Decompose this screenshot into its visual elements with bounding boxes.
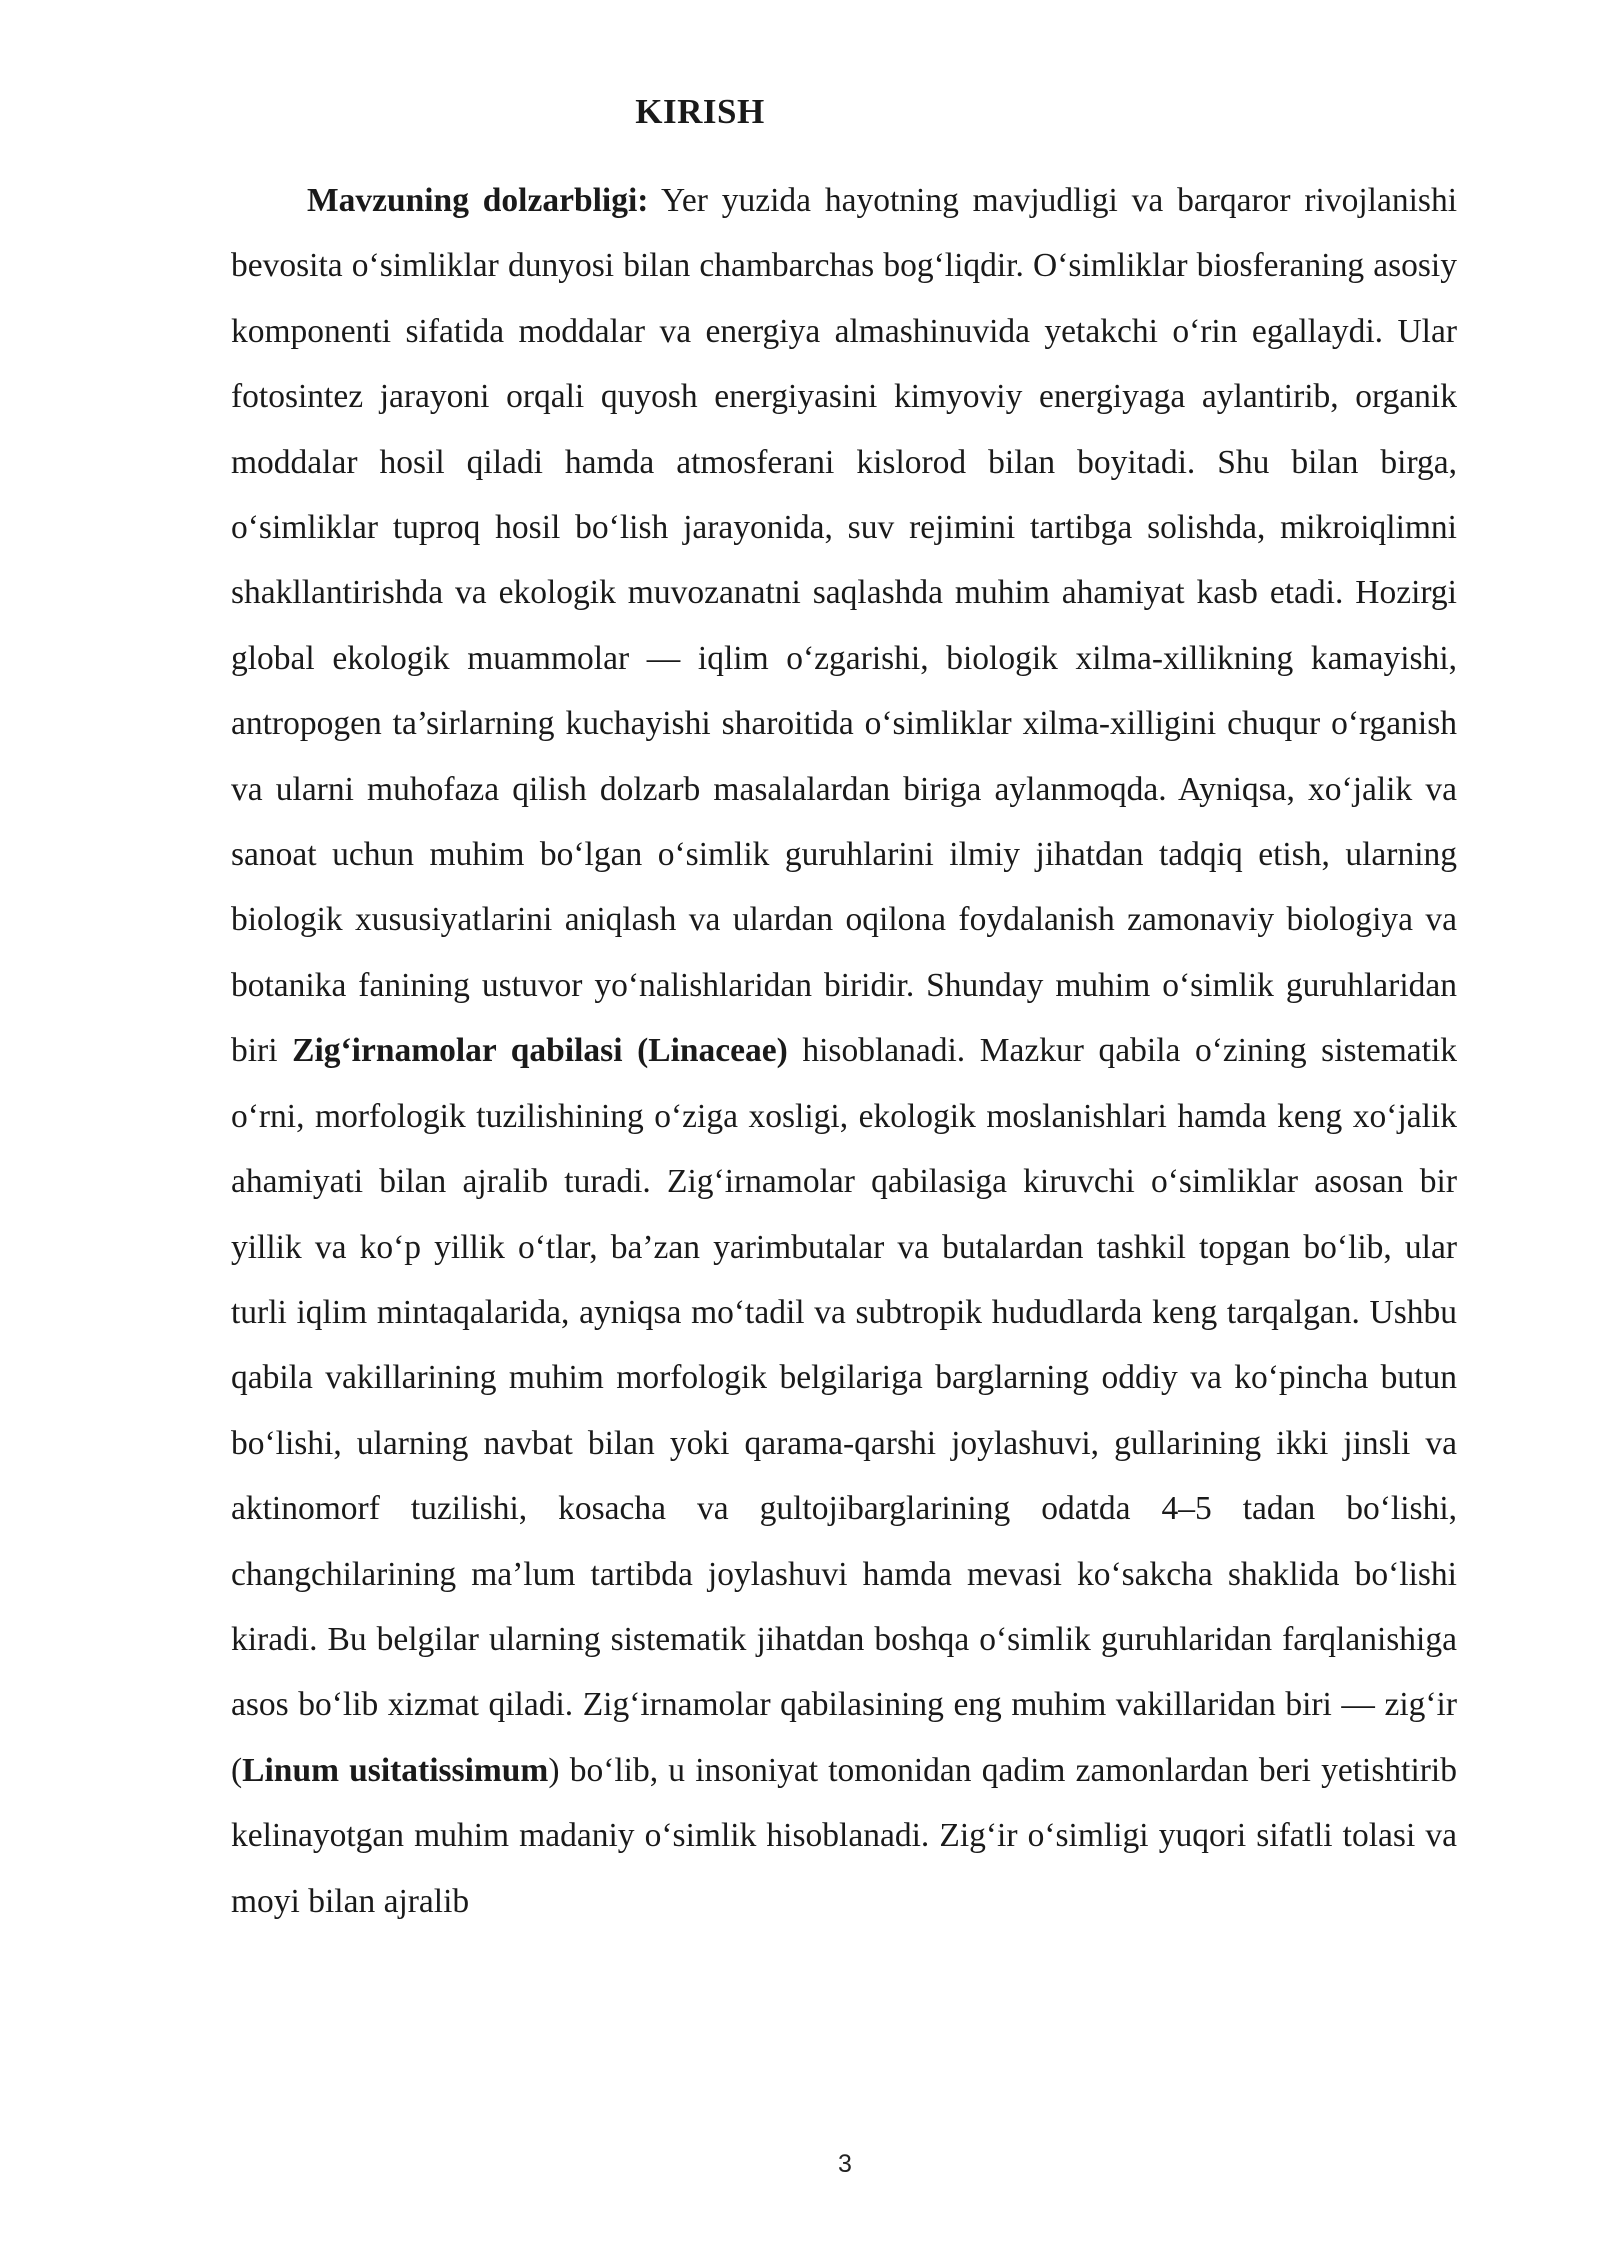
paragraph-text-part-1: Yer yuzida hayotning mavjudligi va barqaror rivojlanishi bevosita o‘simliklar dunyosi bilan chambarchas bog‘liqdir. O‘simliklar biosferaning asosiy komponenti sifatida moddalar va energiya almashinuvida yetakchi o‘rin egallaydi. Ular fotosintez jarayoni orqali quyosh energiyasini kimyoviy energiyaga aylantirib, organik moddalar hosil qiladi hamda atmosferani kislorod bilan boyitadi. Shu bilan birga, o‘simliklar tuproq hosil bo‘lish jarayonida, suv rejimini tartibga solishda, mikroiqlimni shakllantirishda va ekologik muvozanatni saqlashda muhim ahamiyat kasb etadi. Hozirgi global ekologik muammolar — iqlim o‘zgarishi, biologik xilma-xillikning kamayishi, antropogen ta’sirlarning kuchayishi sharoitida o‘simliklar xilma-xilligini chuqur o‘rganish va ularni muhofaza qilish dolzarb masalalardan biriga aylanmoqda. Ayniqsa, xo‘jalik va sanoat uchun muhim bo‘lgan o‘simlik guruhlarini ilmiy jihatdan tadqiq etish, ularning biologik xususiyatlarini aniqlash va ulardan oqilona foydalanish zamonaviy biologiya va botanika fanining ustuvor yo‘nalishlaridan biridir. Shunday muhim o‘simlik guruhlaridan biri <box>231 182 1458 1070</box>
paragraph-text-part-2: hisoblanadi. Mazkur qabila o‘zining sistematik o‘rni, morfologik tuzilishining o‘ziga xosligi, ekologik moslanishlari hamda keng xo‘jalik ahamiyati bilan ajralib turadi. Zig‘irnamolar qabilasiga kiruvchi o‘simliklar asosan bir yillik va ko‘p yillik o‘tlar, ba’zan yarimbutalar va butalardan tashkil topgan bo‘lib, ular turli iqlim mintaqalarida, ayniqsa mo‘tadil va subtropik hududlarda keng tarqalgan. Ushbu qabila vakillarining muhim morfologik belgilariga barglarning oddiy va ko‘pincha butun bo‘lishi, ularning navbat bilan yoki qarama-qarshi joylashuvi, gullarining ikki jinsli va aktinomorf tuzilishi, kosacha va gultojibarglarining odatda 4–5 tadan bo‘lishi, changchilarining ma’lum tartibda joylashuvi hamda mevasi ko‘sakcha shaklida bo‘lishi kiradi. Bu belgilar ularning sistematik jihatdan boshqa o‘simlik guruhlaridan farqlanishiga asos bo‘lib xizmat qiladi. Zig‘irnamolar qabilasining eng muhim vakillaridan biri — zig‘ir ( <box>231 1032 1458 1789</box>
paragraph-text-part-3: ) bo‘lib, u insoniyat tomonidan qadim zamonlardan beri yetishtirib kelinayotgan muhim madaniy o‘simlik hisoblanadi. Zig‘ir o‘simligi yuqori sifatli tolasi va moyi bilan ajralib <box>231 1751 1457 1920</box>
family-name-bold: Zig‘irnamolar qabilasi (Linaceae) <box>292 1032 788 1070</box>
section-heading: KIRISH <box>635 92 765 131</box>
lead-bold-text: Mavzuning dolzarbligi: <box>307 182 649 219</box>
species-name-bold: Linum usitatissimum <box>242 1751 549 1789</box>
page-number: 3 <box>838 2150 852 2178</box>
body-paragraph <box>231 168 1457 1934</box>
